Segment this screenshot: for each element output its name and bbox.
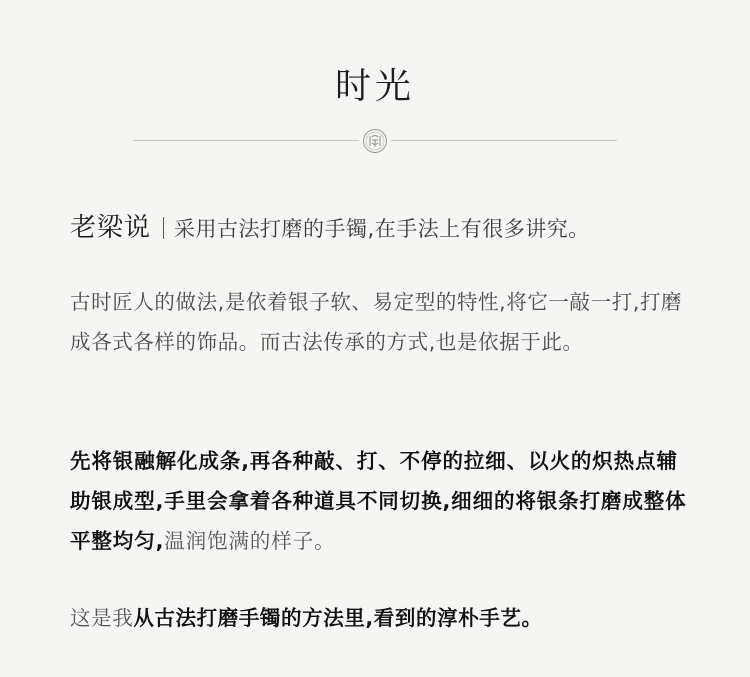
divider-line-left <box>133 140 359 141</box>
paragraph-closing-strong: 从古法打磨手镯的方法里,看到的淳朴手艺。 <box>133 606 543 630</box>
paragraph-process-strong: 先将银融解化成条,再各种敲、打、不停的拉细、以火的炽热点辅助银成型,手里会拿着各种道具不同切换,细细的将银条打磨成整体平整均匀, <box>70 449 687 553</box>
speaker-label: 老梁说 <box>70 213 152 243</box>
ornamental-seal-icon <box>362 128 388 154</box>
page-title: 时光 <box>334 66 415 107</box>
section-divider <box>133 122 617 158</box>
paragraph-closing-soft: 这是我 <box>70 606 134 630</box>
paragraph-closing <box>70 598 690 638</box>
paragraph-process-soft: 温润饱满的样子。 <box>164 529 336 553</box>
lead-text: 采用古法打磨的手镯,在手法上有很多讲究。 <box>174 217 590 241</box>
divider-line-right <box>391 140 617 141</box>
paragraph-process <box>70 441 690 561</box>
paragraph-intro: 古时匠人的做法,是依着银子软、易定型的特性,将它一敲一打,打磨成各式各样的饰品。而古法传承的方式,也是依据于此。 <box>70 290 683 354</box>
lead-line <box>70 210 690 247</box>
vertical-separator <box>163 217 164 239</box>
